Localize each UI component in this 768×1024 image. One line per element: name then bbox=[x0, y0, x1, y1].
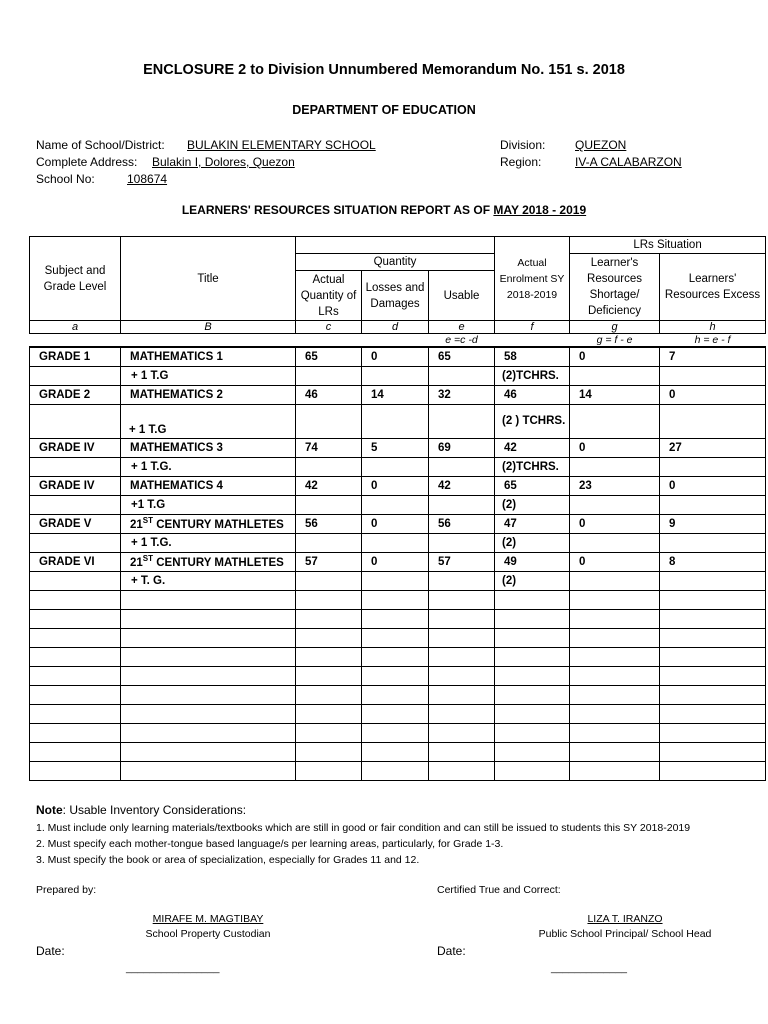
empty-cell bbox=[429, 723, 495, 742]
excess-cell: 0 bbox=[660, 385, 766, 404]
empty-cell bbox=[570, 685, 660, 704]
empty-cell bbox=[570, 647, 660, 666]
excess-cell: 9 bbox=[660, 514, 766, 533]
empty-cell bbox=[495, 761, 570, 780]
empty-cell bbox=[296, 404, 362, 438]
grade-cell: GRADE 1 bbox=[30, 347, 121, 366]
usable-cell: 65 bbox=[429, 347, 495, 366]
empty-cell bbox=[362, 404, 429, 438]
empty-cell bbox=[30, 685, 121, 704]
usable-cell: 32 bbox=[429, 385, 495, 404]
actual-cell: 56 bbox=[296, 514, 362, 533]
losses-cell: 0 bbox=[362, 347, 429, 366]
enrol-cell: 46 bbox=[495, 385, 570, 404]
title-cell bbox=[121, 438, 296, 457]
empty-cell bbox=[570, 704, 660, 723]
empty-cell bbox=[570, 366, 660, 385]
teacher-guide-cell: + 1 T.G bbox=[121, 404, 296, 438]
document-title: ENCLOSURE 2 to Division Unnumbered Memorandum No. 151 s. 2018 bbox=[143, 62, 625, 78]
letter-e: e bbox=[429, 321, 495, 334]
excess-cell: 7 bbox=[660, 347, 766, 366]
empty-cell bbox=[495, 647, 570, 666]
empty-cell bbox=[570, 761, 660, 780]
empty-cell bbox=[660, 366, 766, 385]
empty-cell bbox=[121, 723, 296, 742]
short-cell: 0 bbox=[570, 552, 660, 571]
empty-cell bbox=[121, 666, 296, 685]
school-no-value: 108674 bbox=[127, 172, 168, 186]
header-actual-qty: Actual Quantity of LRs bbox=[296, 271, 362, 321]
short-cell: 0 bbox=[570, 514, 660, 533]
teacher-count-cell: (2)TCHRS. bbox=[495, 457, 570, 476]
empty-cell bbox=[362, 666, 429, 685]
header-excess: Learners' Resources Excess bbox=[660, 254, 766, 321]
empty-cell bbox=[362, 723, 429, 742]
empty-cell bbox=[570, 533, 660, 552]
address-label: Complete Address: bbox=[36, 155, 138, 169]
school-name-label: Name of School/District: bbox=[36, 138, 165, 152]
title-cell bbox=[121, 552, 296, 571]
empty-cell bbox=[30, 666, 121, 685]
empty-cell bbox=[495, 590, 570, 609]
empty-cell bbox=[660, 590, 766, 609]
empty-cell bbox=[362, 457, 429, 476]
grade-cell: GRADE VI bbox=[30, 552, 121, 571]
empty-cell bbox=[121, 590, 296, 609]
header-title: Title bbox=[121, 237, 296, 321]
enrol-cell: 42 bbox=[495, 438, 570, 457]
empty-cell bbox=[660, 704, 766, 723]
losses-cell: 0 bbox=[362, 476, 429, 495]
letter-g: g bbox=[570, 321, 660, 334]
resources-table bbox=[29, 236, 766, 781]
empty-cell bbox=[660, 533, 766, 552]
formula-blank bbox=[495, 334, 570, 348]
empty-cell bbox=[121, 761, 296, 780]
short-cell: 0 bbox=[570, 347, 660, 366]
certified-label: Certified True and Correct: bbox=[437, 884, 561, 896]
formula-blank bbox=[296, 334, 362, 348]
enrol-cell: 49 bbox=[495, 552, 570, 571]
empty-cell bbox=[30, 533, 121, 552]
empty-cell bbox=[362, 366, 429, 385]
actual-cell: 42 bbox=[296, 476, 362, 495]
empty-cell bbox=[30, 590, 121, 609]
empty-cell bbox=[296, 533, 362, 552]
empty-cell bbox=[296, 495, 362, 514]
title-cell bbox=[121, 347, 296, 366]
teacher-count-cell: (2)TCHRS. bbox=[495, 366, 570, 385]
empty-cell bbox=[570, 495, 660, 514]
empty-cell bbox=[296, 723, 362, 742]
empty-cell bbox=[660, 761, 766, 780]
report-period: MAY 2018 - 2019 bbox=[493, 203, 587, 217]
letter-c: c bbox=[296, 321, 362, 334]
losses-cell: 0 bbox=[362, 552, 429, 571]
empty-cell bbox=[660, 457, 766, 476]
date-label-right: Date: bbox=[437, 944, 466, 958]
empty-cell bbox=[30, 571, 121, 590]
empty-cell bbox=[30, 628, 121, 647]
losses-cell: 5 bbox=[362, 438, 429, 457]
empty-cell bbox=[660, 723, 766, 742]
empty-cell bbox=[570, 404, 660, 438]
empty-cell bbox=[296, 666, 362, 685]
empty-cell bbox=[296, 761, 362, 780]
empty-cell bbox=[660, 404, 766, 438]
empty-cell bbox=[362, 742, 429, 761]
teacher-guide-cell: + 1 T.G bbox=[121, 366, 296, 385]
empty-cell bbox=[121, 742, 296, 761]
note-heading-bold: Note bbox=[36, 803, 63, 817]
empty-cell bbox=[495, 609, 570, 628]
short-cell: 0 bbox=[570, 438, 660, 457]
division-label: Division: bbox=[500, 138, 546, 152]
empty-cell bbox=[429, 666, 495, 685]
header-enrolment: Actual Enrolment SY 2018-2019 bbox=[495, 237, 570, 321]
title-text-rest: CENTURY MATHLETES bbox=[153, 518, 284, 531]
empty-cell bbox=[121, 628, 296, 647]
empty-cell bbox=[495, 704, 570, 723]
region-value: IV-A CALABARZON bbox=[575, 155, 682, 169]
header-losses: Losses and Damages bbox=[362, 271, 429, 321]
formula-h: h = e - f bbox=[694, 334, 731, 346]
empty-cell bbox=[660, 495, 766, 514]
empty-cell bbox=[296, 590, 362, 609]
formula-blank bbox=[362, 334, 429, 348]
empty-cell bbox=[495, 666, 570, 685]
title-text: MATHEMATICS 1 bbox=[130, 350, 223, 363]
title-superscript: ST bbox=[142, 554, 154, 564]
losses-cell: 14 bbox=[362, 385, 429, 404]
empty-cell bbox=[429, 761, 495, 780]
empty-cell bbox=[660, 609, 766, 628]
empty-cell bbox=[30, 742, 121, 761]
header-shortage: Learner's Resources Shortage/ Deficiency bbox=[570, 254, 660, 321]
empty-cell bbox=[296, 571, 362, 590]
department-name: DEPARTMENT OF EDUCATION bbox=[292, 103, 476, 117]
empty-cell bbox=[121, 609, 296, 628]
formula-blank bbox=[121, 334, 296, 348]
region-label: Region: bbox=[500, 155, 542, 169]
formula-e: e =c -d bbox=[445, 334, 478, 346]
school-no-label: School No: bbox=[36, 172, 95, 186]
note-heading bbox=[36, 803, 246, 817]
empty-cell bbox=[429, 404, 495, 438]
school-name-value: BULAKIN ELEMENTARY SCHOOL bbox=[187, 138, 376, 152]
teacher-guide-cell: + 1 T.G. bbox=[121, 457, 296, 476]
excess-cell: 8 bbox=[660, 552, 766, 571]
empty-cell bbox=[121, 685, 296, 704]
empty-cell bbox=[30, 723, 121, 742]
empty-cell bbox=[660, 666, 766, 685]
empty-cell bbox=[30, 609, 121, 628]
teacher-count-cell: (2 ) TCHRS. bbox=[495, 404, 570, 438]
empty-cell bbox=[296, 685, 362, 704]
empty-cell bbox=[121, 647, 296, 666]
report-title-prefix: LEARNERS' RESOURCES SITUATION REPORT AS OF bbox=[181, 203, 494, 217]
grade-cell: GRADE 2 bbox=[30, 385, 121, 404]
empty-cell bbox=[30, 404, 121, 438]
title-text: MATHEMATICS 2 bbox=[130, 388, 223, 401]
empty-cell bbox=[362, 533, 429, 552]
prepared-name: MIRAFE M. MAGTIBAY bbox=[152, 913, 264, 925]
empty-cell bbox=[495, 628, 570, 647]
empty-cell bbox=[429, 495, 495, 514]
empty-cell bbox=[660, 571, 766, 590]
excess-cell: 0 bbox=[660, 476, 766, 495]
header-usable: Usable bbox=[429, 271, 495, 321]
empty-cell bbox=[429, 609, 495, 628]
empty-cell bbox=[30, 457, 121, 476]
empty-cell bbox=[570, 609, 660, 628]
empty-cell bbox=[570, 571, 660, 590]
date-label-left: Date: bbox=[36, 944, 65, 958]
empty-cell bbox=[30, 761, 121, 780]
empty-cell bbox=[429, 647, 495, 666]
empty-cell bbox=[30, 366, 121, 385]
usable-cell: 42 bbox=[429, 476, 495, 495]
formula-blank bbox=[30, 334, 121, 348]
empty-cell bbox=[362, 609, 429, 628]
empty-cell bbox=[429, 571, 495, 590]
empty-cell bbox=[660, 647, 766, 666]
date-line-left: ________________ bbox=[126, 962, 220, 974]
empty-cell bbox=[495, 742, 570, 761]
empty-cell bbox=[296, 457, 362, 476]
empty-cell bbox=[362, 704, 429, 723]
empty-cell bbox=[30, 495, 121, 514]
empty-cell bbox=[429, 590, 495, 609]
usable-cell: 56 bbox=[429, 514, 495, 533]
note-item: 1. Must include only learning materials/textbooks which are still in good or fair condition and can still be issued to students this SY 2018-2019 bbox=[36, 822, 691, 834]
empty-cell bbox=[362, 628, 429, 647]
header-lrs-situation: LRs Situation bbox=[570, 237, 766, 254]
empty-cell bbox=[362, 647, 429, 666]
empty-cell bbox=[570, 723, 660, 742]
empty-cell bbox=[362, 495, 429, 514]
title-superscript: ST bbox=[142, 516, 154, 526]
empty-cell bbox=[429, 457, 495, 476]
empty-cell bbox=[429, 742, 495, 761]
empty-cell bbox=[660, 628, 766, 647]
title-cell bbox=[121, 385, 296, 404]
teacher-guide-cell: + T. G. bbox=[121, 571, 296, 590]
actual-cell: 65 bbox=[296, 347, 362, 366]
actual-cell: 57 bbox=[296, 552, 362, 571]
empty-cell bbox=[570, 457, 660, 476]
header-quantity: Quantity bbox=[296, 254, 495, 271]
title-text: MATHEMATICS 4 bbox=[130, 479, 223, 492]
title-text-rest: CENTURY MATHLETES bbox=[153, 556, 284, 569]
title-text: MATHEMATICS 3 bbox=[130, 441, 223, 454]
teacher-count-cell: (2) bbox=[495, 533, 570, 552]
letter-f: f bbox=[495, 321, 570, 334]
teacher-count-cell: (2) bbox=[495, 571, 570, 590]
address-value: Bulakin I, Dolores, Quezon bbox=[152, 155, 295, 169]
title-text: 21 bbox=[130, 518, 143, 531]
empty-cell bbox=[362, 571, 429, 590]
empty-cell bbox=[362, 685, 429, 704]
empty-cell bbox=[429, 628, 495, 647]
empty-cell bbox=[296, 628, 362, 647]
title-cell bbox=[121, 514, 296, 533]
empty-cell bbox=[30, 647, 121, 666]
actual-cell: 46 bbox=[296, 385, 362, 404]
enrol-cell: 65 bbox=[495, 476, 570, 495]
empty-cell bbox=[570, 628, 660, 647]
empty-cell bbox=[429, 685, 495, 704]
prepared-label: Prepared by: bbox=[36, 884, 97, 896]
header-blank bbox=[296, 237, 495, 254]
grade-cell: GRADE IV bbox=[30, 476, 121, 495]
excess-cell: 27 bbox=[660, 438, 766, 457]
title-cell bbox=[121, 476, 296, 495]
empty-cell bbox=[121, 704, 296, 723]
short-cell: 14 bbox=[570, 385, 660, 404]
empty-cell bbox=[296, 647, 362, 666]
note-item: 3. Must specify the book or area of specialization, especially for Grades 11 and 12. bbox=[36, 854, 420, 866]
formula-g: g = f - e bbox=[596, 334, 633, 346]
enrol-cell: 47 bbox=[495, 514, 570, 533]
empty-cell bbox=[570, 742, 660, 761]
letter-a: a bbox=[30, 321, 121, 334]
actual-cell: 74 bbox=[296, 438, 362, 457]
usable-cell: 69 bbox=[429, 438, 495, 457]
teacher-count-cell: (2) bbox=[495, 495, 570, 514]
losses-cell: 0 bbox=[362, 514, 429, 533]
letter-h: h bbox=[660, 321, 766, 334]
empty-cell bbox=[362, 761, 429, 780]
empty-cell bbox=[495, 685, 570, 704]
empty-cell bbox=[570, 666, 660, 685]
empty-cell bbox=[362, 590, 429, 609]
letter-b: B bbox=[121, 321, 296, 334]
teacher-guide-cell: + 1 T.G. bbox=[121, 533, 296, 552]
empty-cell bbox=[429, 704, 495, 723]
grade-cell: GRADE V bbox=[30, 514, 121, 533]
short-cell: 23 bbox=[570, 476, 660, 495]
division-value: QUEZON bbox=[575, 138, 627, 152]
empty-cell bbox=[296, 366, 362, 385]
letter-d: d bbox=[362, 321, 429, 334]
teacher-guide-cell: +1 T.G bbox=[121, 495, 296, 514]
date-line-right: _____________ bbox=[551, 962, 627, 974]
certified-name: LIZA T. IRANZO bbox=[587, 913, 663, 925]
empty-cell bbox=[570, 590, 660, 609]
note-heading-rest: : Usable Inventory Considerations: bbox=[62, 803, 247, 817]
empty-cell bbox=[296, 742, 362, 761]
title-text: 21 bbox=[130, 556, 143, 569]
prepared-position: School Property Custodian bbox=[145, 928, 271, 940]
enrol-cell: 58 bbox=[495, 347, 570, 366]
empty-cell bbox=[495, 723, 570, 742]
empty-cell bbox=[660, 742, 766, 761]
empty-cell bbox=[429, 366, 495, 385]
header-subject: Subject and Grade Level bbox=[30, 237, 121, 321]
report-title bbox=[0, 203, 768, 217]
usable-cell: 57 bbox=[429, 552, 495, 571]
grade-cell: GRADE IV bbox=[30, 438, 121, 457]
empty-cell bbox=[296, 704, 362, 723]
certified-position: Public School Principal/ School Head bbox=[538, 928, 712, 940]
empty-cell bbox=[30, 704, 121, 723]
empty-cell bbox=[660, 685, 766, 704]
empty-cell bbox=[429, 533, 495, 552]
empty-cell bbox=[296, 609, 362, 628]
note-item: 2. Must specify each mother-tongue based language/s per learning areas, particularly, for Grade 1-3. bbox=[36, 838, 504, 850]
